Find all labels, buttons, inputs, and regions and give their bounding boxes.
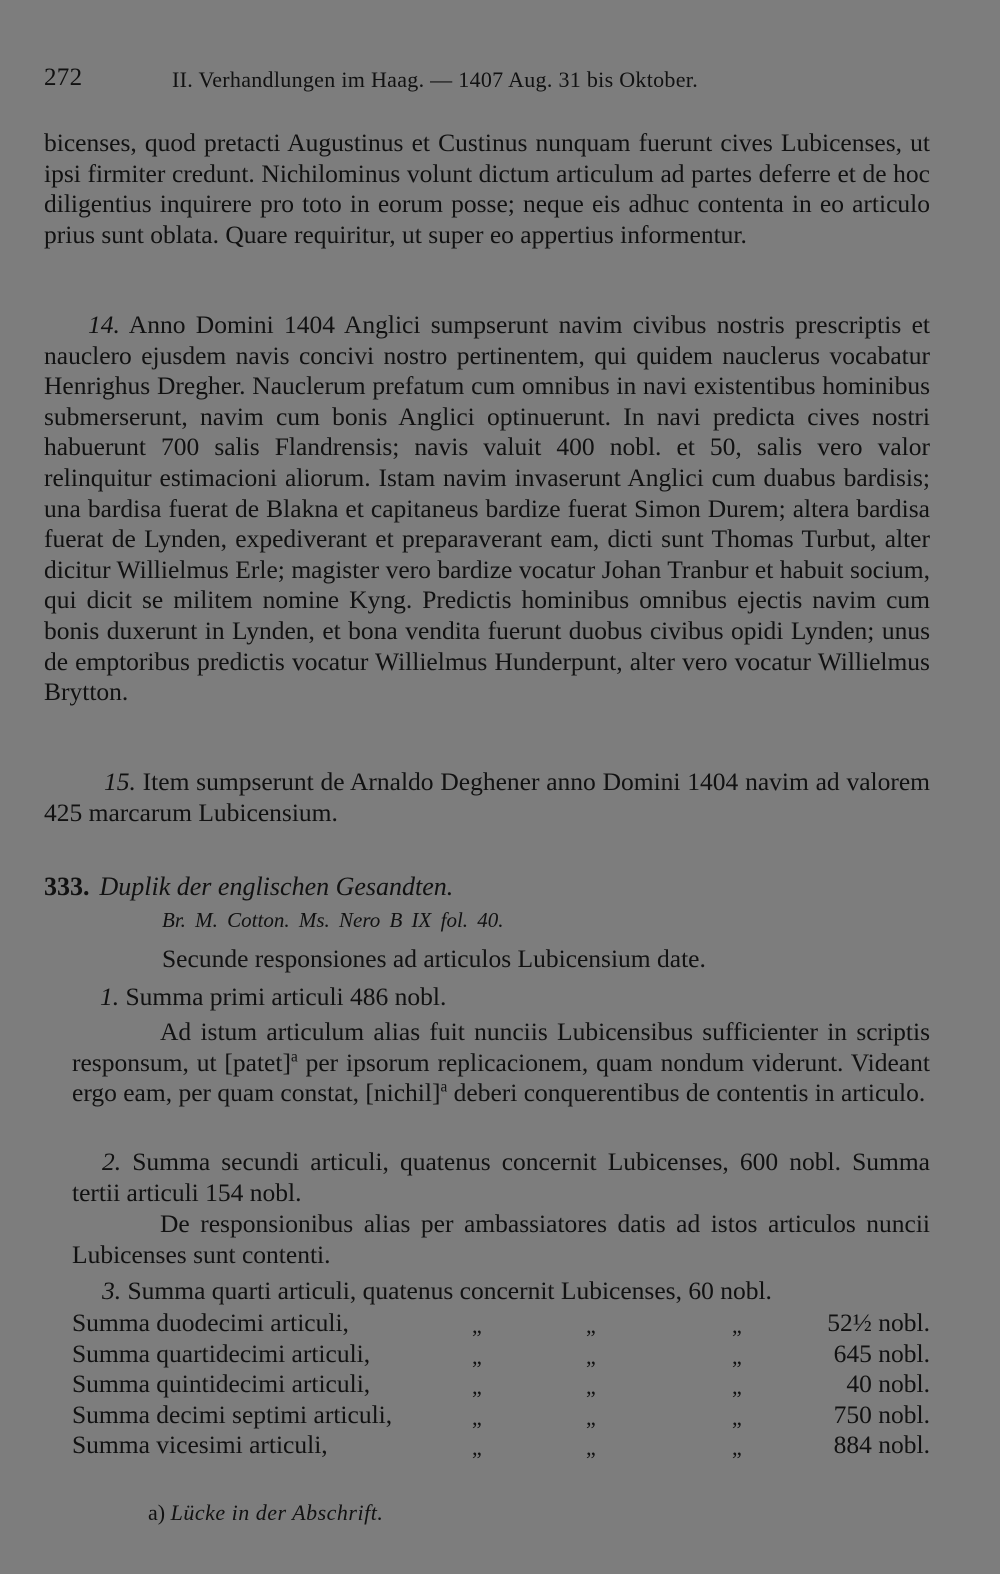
sum-amount: 40 nobl.: [846, 1369, 930, 1399]
paragraph-15-body: [44, 767, 930, 828]
ditto-mark: „: [586, 1374, 596, 1400]
ditto-mark: „: [472, 1374, 482, 1400]
sum-label: Summa decimi septimi articuli,: [72, 1399, 393, 1429]
document-title: Duplik der englischen Gesandten.: [99, 872, 454, 901]
ditto-mark: „: [586, 1313, 596, 1338]
ditto-mark: „: [732, 1435, 742, 1461]
sum-amount: 52½ nobl.: [827, 1308, 930, 1337]
paragraph-14-text: Anno Domini 1404 Anglici sumpserunt navim civibus nostris prescriptis et nauclero ejusdem navis concivi nostro pertinentem, qui quidem nauclerus vocabatur Henrighus Dregher. Nauclerum prefatum cum omnibus in navi existentibus hominibus submerserunt, navim cum bonis Anglici optinuerunt. In navi predicta cives nostri habuerunt 700 salis Flandrensis; navis valuit 400 nobl. et 50, salis vero valor relinquitur estimacioni aliorum. Istam navim invaserunt Anglici cum duabus bardisis; una bardisa fuerat de Blakna et capitaneus bardize fuerat Simon Durem; altera bardisa fuerat de Lynden, expediverant et preparaverant eam, dicti sunt Thomas Turbut, alter dicitur Willielmus Erle; magister vero bardize vocatur Johan Tranbur et habuit socium, qui dicit se militem nomine Kyng. Predictis hominibus omnibus ejectis navim cum bonis duxerunt in Lynden, et bona vendita fuerunt duobus civibus opidi Lynden; unus de emptoribus predictis vocatur Willielmus Hunderpunt, alter vero vocatur Willielmus Brytton.: [44, 310, 930, 707]
item-3-heading: [72, 1276, 930, 1307]
item-3-number: 3.: [102, 1276, 122, 1305]
document-heading: [44, 872, 453, 902]
footnote-marker: a): [148, 1500, 166, 1525]
item-3-heading-line: [72, 1276, 930, 1307]
item-1-body-part-a: Ad istum articulum alias fuit nunciis Lubicensibus sufficienter in scriptis responsum, ut [patet]: [72, 1017, 930, 1077]
continued-paragraph-text: bicenses, quod pretacti Augustinus et Custinus nunquam fuerunt cives Lubicenses, ut ipsi firmiter credunt. Nichilominus volunt dictum articulum ad partes deferre et de hoc diligentius inquirere pro toto in eorum posse; neque eis adhuc contenta in eo articulo prius sunt oblata. Quare requiritur, ut super eo appertius informentur.: [44, 128, 930, 249]
sum-label: Summa quartidecimi articuli,: [72, 1338, 371, 1368]
item-1-body-part-b: per ipsorum replicacionem, quam nondum viderunt. Videant ergo eam, per quam constat, [nichil]: [72, 1047, 930, 1108]
item-1-body-part-c: deberi conquerentibus de contentis in articulo.: [447, 1078, 926, 1108]
sum-label: Summa vicesimi articuli,: [72, 1430, 328, 1460]
continued-paragraph: [44, 128, 930, 250]
paragraph-14: [44, 310, 930, 708]
sum-amount: 884 nobl.: [833, 1430, 930, 1460]
ditto-mark: „: [732, 1313, 742, 1338]
sum-amount: 750 nobl.: [833, 1399, 930, 1429]
paragraph-15-text: Item sumpserunt de Arnaldo Deghener anno Domini 1404 navim ad valorem 425 marcarum Lubicensium.: [44, 767, 931, 827]
paragraph-15: [44, 767, 930, 828]
item-1-body: [72, 1017, 930, 1109]
ditto-mark: „: [472, 1404, 482, 1430]
ditto-mark: „: [472, 1435, 482, 1461]
sum-row: [72, 1400, 930, 1431]
footnote-mark: a: [440, 1078, 448, 1096]
item-2-heading-text: Summa secundi articuli, quatenus concernit Lubicenses, 600 nobl. Summa tertii articuli 154 nobl.: [72, 1147, 930, 1207]
item-1-heading: [100, 982, 930, 1013]
ditto-mark: „: [586, 1343, 596, 1369]
ditto-mark: „: [472, 1313, 482, 1338]
footnote-mark: a: [290, 1048, 298, 1066]
document-number: 333.: [44, 872, 90, 901]
item-3-heading-text: Summa quarti articuli, quatenus concernit Lubicenses, 60 nobl.: [127, 1276, 772, 1305]
running-header: [44, 64, 934, 94]
item-1-body-text: [72, 1017, 930, 1109]
item-1-heading-line: [100, 982, 930, 1013]
running-title: II. Verhandlungen im Haag. — 1407 Aug. 31 bis Oktober.: [172, 67, 699, 92]
ditto-mark: „: [586, 1404, 596, 1430]
sums-table: [72, 1308, 930, 1461]
page-number: 272: [44, 64, 83, 91]
sum-label: Summa duodecimi articuli,: [72, 1308, 349, 1337]
sum-row: [72, 1430, 930, 1461]
ditto-mark: „: [732, 1343, 742, 1369]
document-intro: [162, 944, 862, 975]
item-2-body: [72, 1209, 930, 1270]
footnote-text: Lücke in der Abschrift.: [170, 1500, 384, 1525]
ditto-mark: „: [472, 1343, 482, 1369]
item-2-body-text: De responsionibus alias per ambassiatores datis ad istos articulos nuncii Lubicenses sunt contenti.: [72, 1209, 930, 1269]
source-reference: Br. M. Cotton. Ms. Nero B IX fol. 40.: [162, 908, 504, 932]
sum-row: [72, 1308, 930, 1339]
paragraph-14-number: 14.: [88, 310, 120, 339]
item-1-heading-text: Summa primi articuli 486 nobl.: [125, 982, 447, 1011]
item-1-number: 1.: [100, 982, 120, 1011]
ditto-mark: „: [732, 1374, 742, 1400]
sum-amount: 645 nobl.: [833, 1338, 930, 1368]
paragraph-15-number: 15.: [104, 767, 136, 796]
item-2-heading: [72, 1147, 930, 1208]
document-intro-text: Secunde responsiones ad articulos Lubicensium date.: [162, 944, 706, 973]
sum-label: Summa quintidecimi articuli,: [72, 1369, 371, 1399]
paragraph-14-body: [44, 310, 930, 708]
footnote: [148, 1500, 383, 1526]
item-2-heading-line: [72, 1147, 930, 1208]
item-2-number: 2.: [102, 1147, 122, 1176]
ditto-mark: „: [586, 1435, 596, 1461]
sum-row: [72, 1369, 930, 1400]
sum-row: [72, 1339, 930, 1370]
ditto-mark: „: [732, 1404, 742, 1430]
